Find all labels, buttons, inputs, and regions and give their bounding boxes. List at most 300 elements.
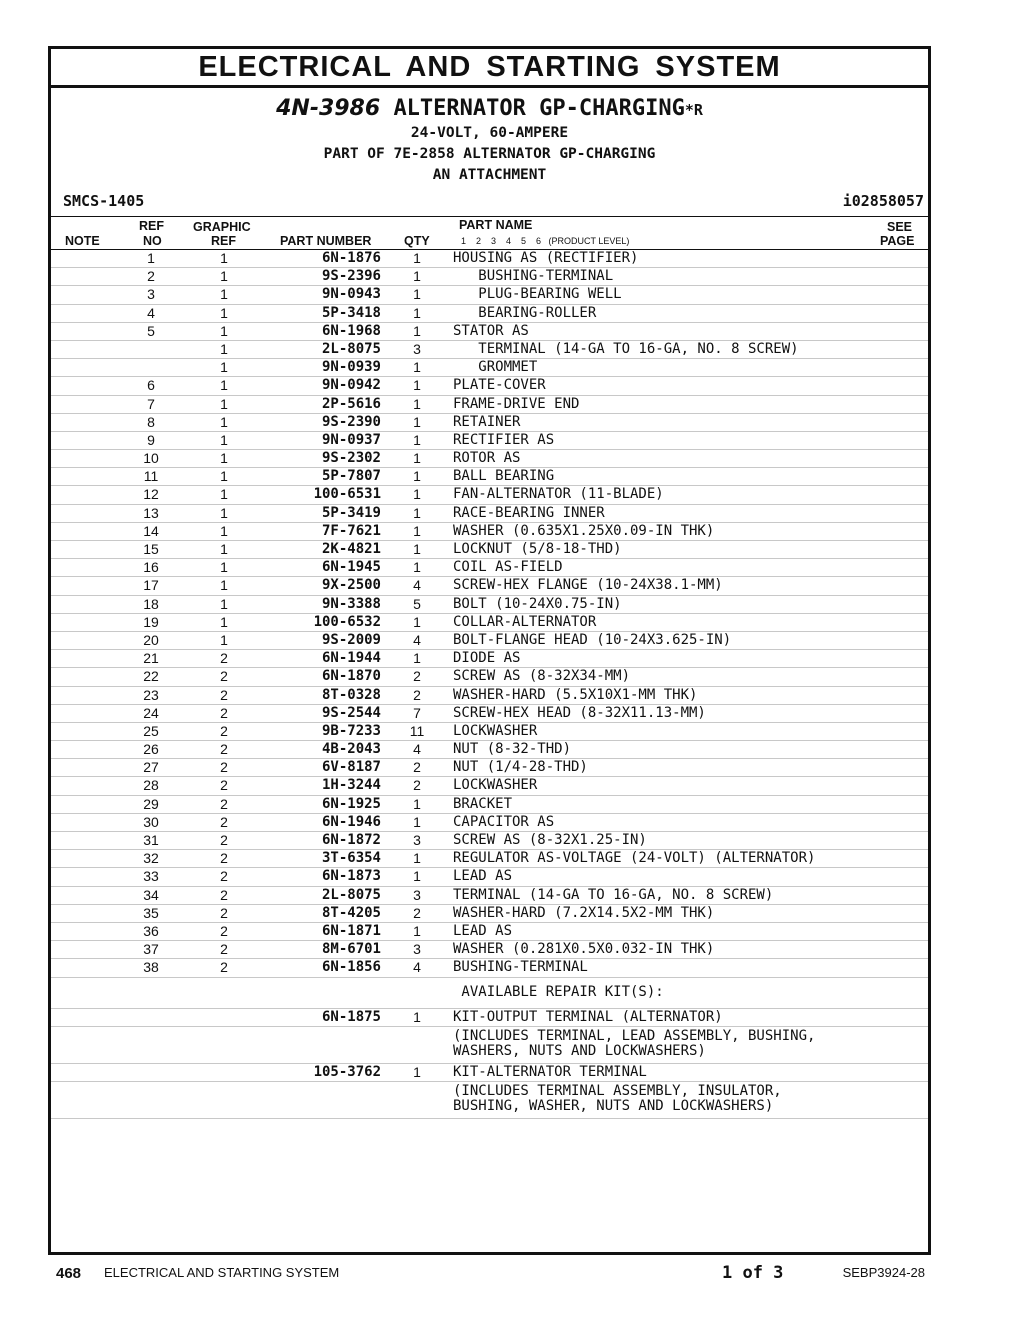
part-number-cell: 6N-1856 — [265, 959, 381, 977]
see-page-cell — [873, 922, 928, 940]
ref-no-cell: 38 — [119, 959, 183, 977]
part-name-cell: BUSHING-TERMINAL — [453, 268, 873, 286]
note-cell — [51, 522, 119, 540]
note-cell — [51, 777, 119, 795]
note-cell — [51, 577, 119, 595]
part-number-cell: 9N-0939 — [265, 359, 381, 377]
ref-no-cell: 1 — [119, 250, 183, 268]
see-page-cell — [873, 759, 928, 777]
empty-cell — [119, 1081, 183, 1118]
table-row — [51, 286, 928, 304]
qty-cell: 1 — [381, 922, 453, 940]
qty-cell: 1 — [381, 395, 453, 413]
ref-no-cell: 17 — [119, 577, 183, 595]
repair-kit-heading-row — [51, 977, 928, 1008]
page-of: 1 of 3 — [722, 1263, 784, 1283]
part-name-cell: BRACKET — [453, 795, 873, 813]
note-cell — [51, 468, 119, 486]
ref-no-cell: 28 — [119, 777, 183, 795]
see-page-cell — [873, 304, 928, 322]
ref-no-cell: 15 — [119, 541, 183, 559]
see-page-cell — [873, 613, 928, 631]
part-name-cell: WASHER-HARD (5.5X10X1-MM THK) — [453, 686, 873, 704]
part-number-cell: 5P-3418 — [265, 304, 381, 322]
ref-no-cell: 4 — [119, 304, 183, 322]
qty-cell: 1 — [381, 268, 453, 286]
table-row — [51, 268, 928, 286]
note-cell — [51, 668, 119, 686]
part-number-cell: 9S-2390 — [265, 413, 381, 431]
graphic-ref-cell: 2 — [183, 941, 265, 959]
page-number: 468 — [56, 1265, 82, 1282]
empty-cell — [183, 1026, 265, 1063]
col-graphic-top: GRAPHIC — [193, 220, 251, 234]
col-ref-top: REF — [139, 219, 164, 233]
qty-cell: 1 — [381, 450, 453, 468]
see-page-cell — [873, 886, 928, 904]
table-row — [51, 504, 928, 522]
page-footer — [0, 1265, 1020, 1285]
graphic-ref-cell: 2 — [183, 722, 265, 740]
part-number-cell: 3T-6354 — [265, 850, 381, 868]
page-frame — [48, 46, 931, 1255]
qty-cell: 2 — [381, 668, 453, 686]
ref-no-cell: 33 — [119, 868, 183, 886]
empty-cell — [51, 1081, 119, 1118]
see-page-cell — [873, 322, 928, 340]
qty-cell: 1 — [381, 613, 453, 631]
qty-cell: 1 — [381, 377, 453, 395]
ref-no-cell — [119, 359, 183, 377]
part-name-cell: RETAINER — [453, 413, 873, 431]
qty-cell: 1 — [381, 541, 453, 559]
table-row — [51, 486, 928, 504]
graphic-ref-cell: 1 — [183, 522, 265, 540]
graphic-ref-cell: 2 — [183, 759, 265, 777]
ref-no-cell — [119, 1008, 183, 1026]
note-cell — [51, 850, 119, 868]
graphic-ref-cell — [183, 1008, 265, 1026]
empty-cell — [873, 1026, 928, 1063]
see-page-cell — [873, 450, 928, 468]
table-row — [51, 541, 928, 559]
graphic-ref-cell: 2 — [183, 650, 265, 668]
see-page-cell — [873, 650, 928, 668]
table-row — [51, 559, 928, 577]
see-page-cell — [873, 668, 928, 686]
note-cell — [51, 1063, 119, 1081]
ref-no-cell: 8 — [119, 413, 183, 431]
ref-no-cell: 9 — [119, 431, 183, 449]
ref-no-cell: 29 — [119, 795, 183, 813]
table-row — [51, 941, 928, 959]
table-row — [51, 650, 928, 668]
repair-kit-heading: AVAILABLE REPAIR KIT(S): — [453, 977, 873, 1008]
qty-cell: 2 — [381, 777, 453, 795]
part-number-cell: 2K-4821 — [265, 541, 381, 559]
see-page-cell — [873, 813, 928, 831]
kit-part-number: 105-3762 — [265, 1063, 381, 1081]
empty-cell — [381, 1081, 453, 1118]
empty-cell — [381, 977, 453, 1008]
ref-no-cell: 11 — [119, 468, 183, 486]
part-number-cell: 9S-2396 — [265, 268, 381, 286]
table-row — [51, 686, 928, 704]
ref-no-cell: 18 — [119, 595, 183, 613]
part-name-cell: BUSHING-TERMINAL — [453, 959, 873, 977]
table-row — [51, 413, 928, 431]
note-cell — [51, 904, 119, 922]
kit-qty: 1 — [381, 1063, 453, 1081]
part-name-cell: WASHER (0.635X1.25X0.09-IN THK) — [453, 522, 873, 540]
graphic-ref-cell: 2 — [183, 813, 265, 831]
part-number-cell: 6N-1946 — [265, 813, 381, 831]
part-name-cell: NUT (8-32-THD) — [453, 741, 873, 759]
graphic-ref-cell: 1 — [183, 559, 265, 577]
table-row — [51, 340, 928, 358]
table-row — [51, 468, 928, 486]
qty-cell: 1 — [381, 795, 453, 813]
note-cell — [51, 359, 119, 377]
note-cell — [51, 395, 119, 413]
qty-cell: 1 — [381, 650, 453, 668]
note-cell — [51, 541, 119, 559]
ref-no-cell: 27 — [119, 759, 183, 777]
part-name-cell: BEARING-ROLLER — [453, 304, 873, 322]
part-number-cell: 6N-1945 — [265, 559, 381, 577]
part-number-cell: 8M-6701 — [265, 941, 381, 959]
ref-no-cell: 19 — [119, 613, 183, 631]
table-row — [51, 577, 928, 595]
part-number-cell: 9N-0937 — [265, 431, 381, 449]
empty-cell — [873, 977, 928, 1008]
see-page-cell — [873, 359, 928, 377]
graphic-ref-cell: 1 — [183, 377, 265, 395]
footer-section: ELECTRICAL AND STARTING SYSTEM — [104, 1265, 340, 1280]
table-row — [51, 868, 928, 886]
part-name-cell: REGULATOR AS-VOLTAGE (24-VOLT) (ALTERNATOR) — [453, 850, 873, 868]
part-name-cell: LOCKWASHER — [453, 722, 873, 740]
see-page-cell — [873, 286, 928, 304]
note-cell — [51, 486, 119, 504]
ref-no-cell: 31 — [119, 832, 183, 850]
part-name-cell: NUT (1/4-28-THD) — [453, 759, 873, 777]
note-cell — [51, 504, 119, 522]
ref-no-cell: 10 — [119, 450, 183, 468]
qty-cell: 1 — [381, 813, 453, 831]
part-name-cell: TERMINAL (14-GA TO 16-GA, NO. 8 SCREW) — [453, 886, 873, 904]
graphic-ref-cell: 1 — [183, 468, 265, 486]
note-cell — [51, 722, 119, 740]
graphic-ref-cell: 1 — [183, 631, 265, 649]
smcs-code: SMCS-1405 — [63, 192, 145, 210]
part-name-cell: GROMMET — [453, 359, 873, 377]
part-number-cell: 9S-2302 — [265, 450, 381, 468]
ref-no-cell: 2 — [119, 268, 183, 286]
see-page-cell — [873, 577, 928, 595]
graphic-ref-cell: 2 — [183, 832, 265, 850]
part-number-cell: 6V-8187 — [265, 759, 381, 777]
see-page-cell — [873, 1063, 928, 1081]
table-row — [51, 613, 928, 631]
see-page-cell — [873, 850, 928, 868]
ref-no-cell: 37 — [119, 941, 183, 959]
note-cell — [51, 922, 119, 940]
graphic-ref-cell: 1 — [183, 450, 265, 468]
part-name-cell: SCREW-HEX FLANGE (10-24X38.1-MM) — [453, 577, 873, 595]
graphic-ref-cell: 1 — [183, 322, 265, 340]
table-row — [51, 450, 928, 468]
see-page-cell — [873, 686, 928, 704]
ref-no-cell: 22 — [119, 668, 183, 686]
qty-cell: 2 — [381, 904, 453, 922]
group-type: AN ATTACHMENT — [432, 167, 547, 183]
qty-cell: 1 — [381, 304, 453, 322]
note-cell — [51, 868, 119, 886]
col-qty: QTY — [404, 234, 430, 248]
table-row — [51, 359, 928, 377]
see-page-cell — [873, 541, 928, 559]
part-name-cell: LOCKWASHER — [453, 777, 873, 795]
table-row — [51, 431, 928, 449]
empty-cell — [873, 1081, 928, 1118]
qty-cell: 1 — [381, 504, 453, 522]
graphic-ref-cell: 1 — [183, 613, 265, 631]
ref-no-cell: 35 — [119, 904, 183, 922]
part-number-cell: 6N-1968 — [265, 322, 381, 340]
graphic-ref-cell: 1 — [183, 286, 265, 304]
see-page-cell — [873, 504, 928, 522]
part-name-cell: RACE-BEARING INNER — [453, 504, 873, 522]
qty-cell: 1 — [381, 559, 453, 577]
qty-cell: 4 — [381, 577, 453, 595]
qty-cell: 7 — [381, 704, 453, 722]
empty-cell — [51, 1026, 119, 1063]
qty-cell: 4 — [381, 631, 453, 649]
note-cell — [51, 795, 119, 813]
table-row — [51, 959, 928, 977]
repair-kit-note-row — [51, 1081, 928, 1118]
ref-no-cell — [119, 340, 183, 358]
part-name-cell: BOLT (10-24X0.75-IN) — [453, 595, 873, 613]
ref-no-cell: 21 — [119, 650, 183, 668]
graphic-ref-cell: 2 — [183, 795, 265, 813]
part-number-cell: 8T-0328 — [265, 686, 381, 704]
part-name-cell: WASHER (0.281X0.5X0.032-IN THK) — [453, 941, 873, 959]
graphic-ref-cell: 1 — [183, 304, 265, 322]
ref-no-cell: 3 — [119, 286, 183, 304]
part-name-cell: BOLT-FLANGE HEAD (10-24X3.625-IN) — [453, 631, 873, 649]
ref-no-cell: 5 — [119, 322, 183, 340]
document-number: SEBP3924-28 — [842, 1265, 925, 1280]
see-page-cell — [873, 395, 928, 413]
graphic-ref-cell: 2 — [183, 922, 265, 940]
qty-cell: 2 — [381, 686, 453, 704]
note-cell — [51, 613, 119, 631]
part-number-cell: 6N-1870 — [265, 668, 381, 686]
note-cell — [51, 631, 119, 649]
empty-cell — [183, 977, 265, 1008]
part-number-cell: 9X-2500 — [265, 577, 381, 595]
part-name-cell: PLATE-COVER — [453, 377, 873, 395]
graphic-ref-cell: 2 — [183, 777, 265, 795]
repair-kit-note-row — [51, 1026, 928, 1063]
group-parent: PART OF 7E-2858 ALTERNATOR GP-CHARGING — [323, 146, 656, 162]
qty-cell: 1 — [381, 486, 453, 504]
see-page-cell — [873, 595, 928, 613]
qty-cell: 1 — [381, 850, 453, 868]
group-spec: 24-VOLT, 60-AMPERE — [410, 125, 569, 141]
table-row — [51, 850, 928, 868]
ref-no-cell: 25 — [119, 722, 183, 740]
part-name-cell: COIL AS-FIELD — [453, 559, 873, 577]
empty-cell — [265, 1081, 381, 1118]
see-page-cell — [873, 413, 928, 431]
part-name-cell: PLUG-BEARING WELL — [453, 286, 873, 304]
empty-cell — [381, 1026, 453, 1063]
qty-cell: 1 — [381, 468, 453, 486]
parts-table-body — [51, 250, 928, 1118]
note-cell — [51, 813, 119, 831]
table-row — [51, 668, 928, 686]
group-part-name: ALTERNATOR GP-CHARGING — [393, 96, 685, 121]
qty-cell: 4 — [381, 741, 453, 759]
empty-cell — [119, 1026, 183, 1063]
group-header — [51, 88, 928, 216]
see-page-cell — [873, 777, 928, 795]
qty-cell: 1 — [381, 522, 453, 540]
note-cell — [51, 886, 119, 904]
graphic-ref-cell: 1 — [183, 486, 265, 504]
part-number-cell: 100-6531 — [265, 486, 381, 504]
note-cell — [51, 304, 119, 322]
kit-includes-note: (INCLUDES TERMINAL, LEAD ASSEMBLY, BUSHING, WASHERS, NUTS AND LOCKWASHERS) — [453, 1026, 873, 1063]
graphic-ref-cell: 1 — [183, 577, 265, 595]
graphic-ref-cell: 2 — [183, 668, 265, 686]
parts-table — [51, 250, 928, 1119]
graphic-ref-cell: 2 — [183, 704, 265, 722]
part-name-cell: WASHER-HARD (7.2X14.5X2-MM THK) — [453, 904, 873, 922]
part-number-cell: 9N-0942 — [265, 377, 381, 395]
empty-cell — [265, 1026, 381, 1063]
qty-cell: 5 — [381, 595, 453, 613]
see-page-cell — [873, 559, 928, 577]
note-cell — [51, 941, 119, 959]
table-row — [51, 886, 928, 904]
part-number-cell: 5P-7807 — [265, 468, 381, 486]
note-cell — [51, 250, 119, 268]
qty-cell: 1 — [381, 431, 453, 449]
table-row — [51, 704, 928, 722]
ref-no-cell: 23 — [119, 686, 183, 704]
ref-no-cell: 24 — [119, 704, 183, 722]
graphic-ref-cell: 1 — [183, 595, 265, 613]
note-cell — [51, 759, 119, 777]
col-part-number: PART NUMBER — [280, 234, 372, 248]
part-number-cell: 2L-8075 — [265, 340, 381, 358]
part-number-cell: 7F-7621 — [265, 522, 381, 540]
qty-cell: 3 — [381, 340, 453, 358]
part-name-cell: STATOR AS — [453, 322, 873, 340]
part-number-cell: 9S-2009 — [265, 631, 381, 649]
table-row — [51, 322, 928, 340]
part-number-cell: 6N-1925 — [265, 795, 381, 813]
part-name-cell: LEAD AS — [453, 922, 873, 940]
ref-no-cell — [119, 1063, 183, 1081]
note-cell — [51, 413, 119, 431]
note-cell — [51, 1008, 119, 1026]
note-cell — [51, 704, 119, 722]
note-cell — [51, 340, 119, 358]
part-number-cell: 8T-4205 — [265, 904, 381, 922]
part-name-cell: SCREW-HEX HEAD (8-32X11.13-MM) — [453, 704, 873, 722]
see-page-cell — [873, 868, 928, 886]
part-name-cell: FRAME-DRIVE END — [453, 395, 873, 413]
kit-includes-note: (INCLUDES TERMINAL ASSEMBLY, INSULATOR, BUSHING, WASHER, NUTS AND LOCKWASHERS) — [453, 1081, 873, 1118]
qty-cell: 1 — [381, 413, 453, 431]
table-row — [51, 631, 928, 649]
ref-no-cell: 7 — [119, 395, 183, 413]
see-page-cell — [873, 431, 928, 449]
part-number-cell: 6N-1872 — [265, 832, 381, 850]
graphic-ref-cell: 2 — [183, 686, 265, 704]
ref-no-cell: 20 — [119, 631, 183, 649]
part-name-cell: HOUSING AS (RECTIFIER) — [453, 250, 873, 268]
empty-cell — [265, 977, 381, 1008]
see-page-cell — [873, 486, 928, 504]
part-name-cell: DIODE AS — [453, 650, 873, 668]
see-page-cell — [873, 704, 928, 722]
kit-name: KIT-ALTERNATOR TERMINAL — [453, 1063, 873, 1081]
col-see-bottom: PAGE — [880, 234, 915, 248]
col-note: NOTE — [65, 234, 100, 248]
part-name-cell: COLLAR-ALTERNATOR — [453, 613, 873, 631]
part-name-cell: ROTOR AS — [453, 450, 873, 468]
table-row — [51, 377, 928, 395]
note-cell — [51, 650, 119, 668]
table-row — [51, 832, 928, 850]
part-name-cell: SCREW AS (8-32X34-MM) — [453, 668, 873, 686]
qty-cell: 1 — [381, 359, 453, 377]
table-row — [51, 522, 928, 540]
part-name-cell: BALL BEARING — [453, 468, 873, 486]
part-name-cell: CAPACITOR AS — [453, 813, 873, 831]
qty-cell: 3 — [381, 832, 453, 850]
graphic-ref-cell: 1 — [183, 250, 265, 268]
col-graphic-bottom: REF — [211, 234, 236, 248]
ref-no-cell: 16 — [119, 559, 183, 577]
table-row — [51, 922, 928, 940]
group-title — [51, 96, 928, 121]
qty-cell: 3 — [381, 886, 453, 904]
part-number-cell: 9B-7233 — [265, 722, 381, 740]
empty-cell — [183, 1081, 265, 1118]
table-row — [51, 741, 928, 759]
note-cell — [51, 377, 119, 395]
table-row — [51, 777, 928, 795]
table-row — [51, 795, 928, 813]
note-cell — [51, 832, 119, 850]
table-row — [51, 722, 928, 740]
qty-cell: 1 — [381, 868, 453, 886]
note-cell — [51, 595, 119, 613]
graphic-ref-cell: 1 — [183, 268, 265, 286]
qty-cell: 1 — [381, 250, 453, 268]
see-page-cell — [873, 832, 928, 850]
ref-no-cell: 36 — [119, 922, 183, 940]
see-page-cell — [873, 377, 928, 395]
part-number-cell: 9N-3388 — [265, 595, 381, 613]
